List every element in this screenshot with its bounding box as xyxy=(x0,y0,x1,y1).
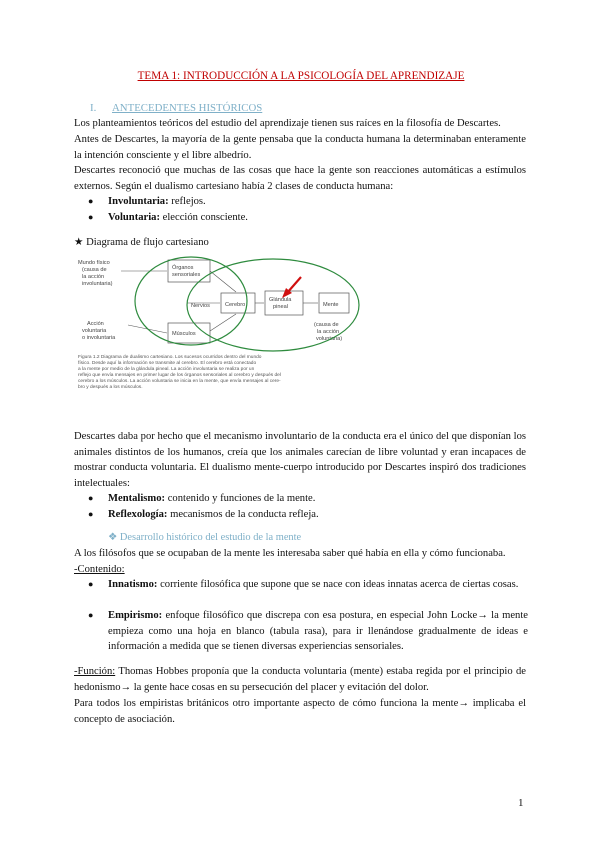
diagram-label: pineal xyxy=(273,304,288,310)
paragraph-5: A los filósofos que se ocupaban de la mente les interesaba saber qué había en ella y cómo funcionaba. xyxy=(74,548,506,559)
diagram-caption-line: físico. Desde aquí la información se transmite al cerebro. El cerebro está conectado xyxy=(78,361,257,366)
diagram-label: involuntaria) xyxy=(82,281,113,287)
diagram-label: la acción xyxy=(317,329,340,335)
funcion-text: Thomas Hobbes proponía que la conducta voluntaria (mente) estaba regida por el principio de hedonismo→ la gente hace cosas en su persecución del placer y evitación del dolor. xyxy=(74,666,526,693)
term: Reflexología: xyxy=(108,509,168,520)
diagram-caption-line: reflejo que envía mensajes en primer lugar de los órganos sensoriales al cerebro y después del xyxy=(78,373,281,378)
section-heading xyxy=(90,102,262,114)
diagram-label: (causa de xyxy=(82,267,107,273)
diagram-heading: ★ Diagrama de flujo cartesiano xyxy=(74,237,209,248)
paragraph-7: Para todos los empiristas británicos otro importante aspecto de cómo funciona la mente→ implicaba el concepto de asociación. xyxy=(74,698,526,725)
paragraph-6 xyxy=(74,664,526,695)
diagram-label: Mundo físico xyxy=(78,260,110,266)
term: Innatismo: xyxy=(108,579,158,590)
diagram-label: Músculos xyxy=(172,331,196,337)
definition: elección consciente. xyxy=(160,212,248,223)
diagram-label: (causa de xyxy=(314,322,339,328)
section-number: I. xyxy=(90,102,97,114)
contenido-label: -Contenido: xyxy=(74,564,125,575)
cartesian-flow-diagram xyxy=(73,255,363,390)
bullet-icon: ● xyxy=(88,579,94,589)
paragraph-1: Los planteamientos teóricos del estudio del aprendizaje tienen sus raíces en la filosofía de Descartes. xyxy=(74,118,501,129)
paragraph-4: Descartes daba por hecho que el mecanismo involuntario de la conducta era el único del que disponían los animales distintos de los humanos, creía que los animales carecían de libre voluntad y eran incapaces de mostrar conducta voluntaria. El dualismo mente-cuerpo introducido por Descartes inspiró dos tradiciones intelectuales: xyxy=(74,431,526,489)
bullet-icon: ● xyxy=(88,196,94,206)
diagram-label: voluntaria) xyxy=(316,336,343,342)
page-number: 1 xyxy=(518,797,524,809)
term: Voluntaria: xyxy=(108,212,160,223)
definition: contenido y funciones de la mente. xyxy=(165,493,316,504)
page-title: TEMA 1: INTRODUCCIÓN A LA PSICOLOGÍA DEL APRENDIZAJE xyxy=(137,70,465,82)
bullet-icon: ● xyxy=(88,212,94,222)
list-item xyxy=(88,608,528,656)
flow-arrow xyxy=(210,271,236,292)
diagram-label: Órganos xyxy=(172,265,194,271)
term: Empirismo: xyxy=(108,610,163,621)
diagram-label: Glándula xyxy=(269,297,292,303)
definition: enfoque filosófico que discrepa con esa postura, en especial John Locke→ la mente empieza como una hoja en blanco (tabula rasa), para ir llenándose gradualmente de ideas e información a medida que se tienen diversas experiencias sensoriales. xyxy=(108,610,528,653)
diagram-label: Nervios xyxy=(191,303,210,309)
bullet-icon: ● xyxy=(88,509,94,519)
paragraph-3: Descartes reconoció que muchas de las cosas que hace la gente son reacciones automáticas a estímulos externos. Según el dualismo cartesiano había 2 clases de conducta humana: xyxy=(74,165,526,192)
diagram-label: Acción xyxy=(87,321,104,327)
diagram-label: Mente xyxy=(323,302,339,308)
diagram-label: Cerebro xyxy=(225,302,246,308)
diagram-caption-line: a la mente por medio de la glándula pineal. La acción involuntaria se realiza por un xyxy=(78,367,255,372)
bullet-icon: ● xyxy=(88,610,94,620)
organs-box xyxy=(168,260,210,282)
diagram-caption-line: bro y después a los músculos. xyxy=(78,385,143,390)
list-item xyxy=(88,577,528,609)
term: Involuntaria: xyxy=(108,196,169,207)
paragraph-2: Antes de Descartes, la mayoría de la gente pensaba que la conducta humana la determinaban enteramente la intención consciente y el libre albedrío. xyxy=(74,134,526,161)
diagram-caption-line: Figura 1.2 Diagrama de dualismo cartesiano. Los sucesos ocurridos dentro del mundo xyxy=(78,355,262,360)
definition: mecanismos de la conducta refleja. xyxy=(167,509,319,520)
definition: reflejos. xyxy=(168,196,206,207)
diagram-label: sensoriales xyxy=(172,272,201,278)
funcion-label: -Función: xyxy=(74,666,116,677)
definition: corriente filosófica que supone que se nace con ideas innatas acerca de ciertas cosas. xyxy=(157,579,519,590)
subheading: ❖ Desarrollo histórico del estudio de la mente xyxy=(108,532,302,543)
section-label: ANTECEDENTES HISTÓRICOS xyxy=(112,102,263,114)
diagram-label: voluntaria xyxy=(82,328,107,334)
diagram-label: la acción xyxy=(82,274,105,280)
diagram-caption-line: cerebro a los músculos. La acción voluntaria se inicia en la mente, que envía mensajes al cere- xyxy=(78,379,281,384)
term: Mentalismo: xyxy=(108,493,166,504)
flow-arrow xyxy=(210,314,236,331)
bullet-icon: ● xyxy=(88,493,94,503)
diagram-label: o involuntaria xyxy=(82,335,116,341)
